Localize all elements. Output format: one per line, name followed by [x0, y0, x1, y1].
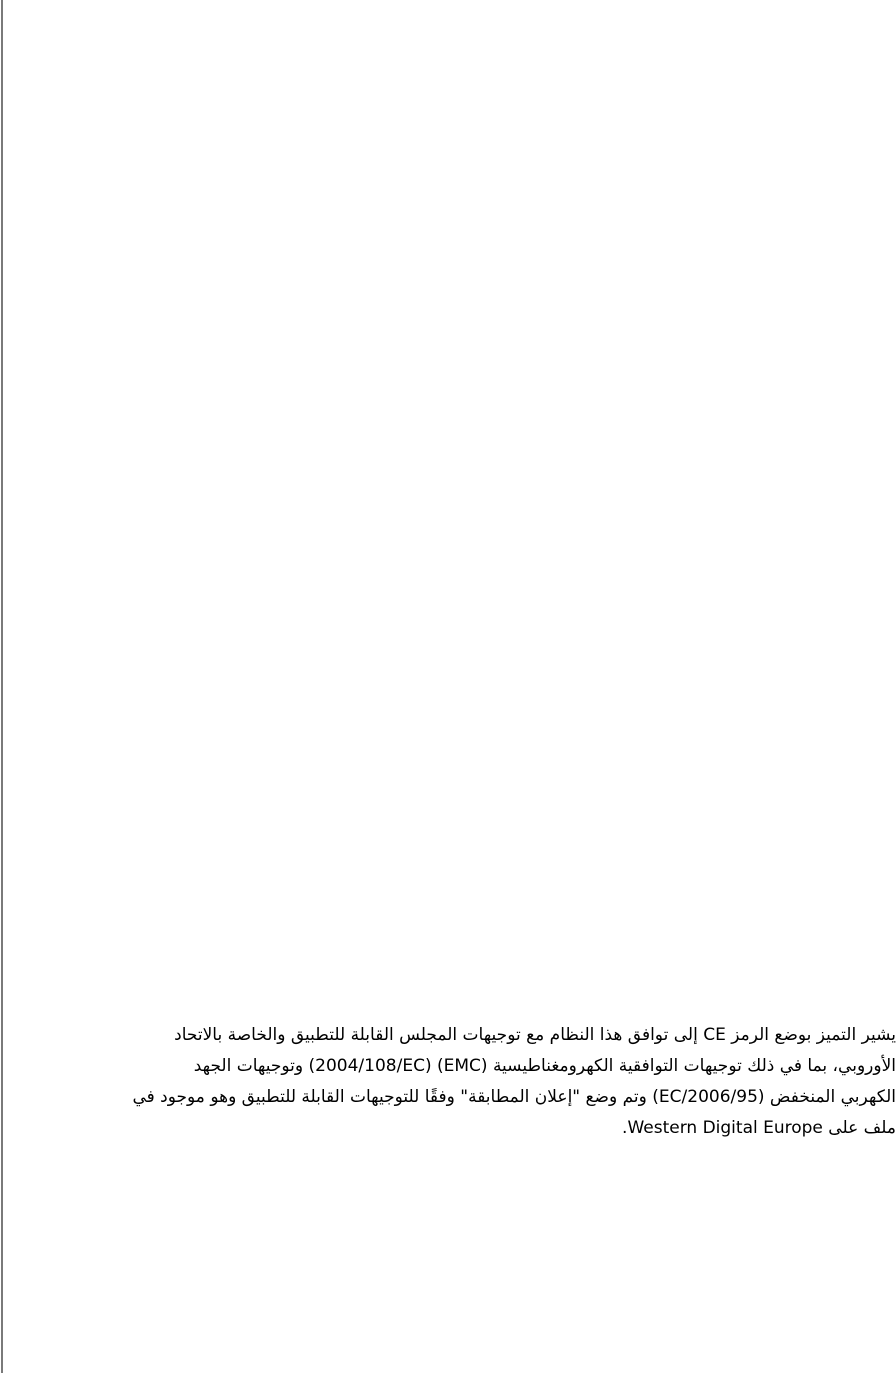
- ce-compliance-notice: [90, 1020, 896, 1144]
- notice-line-1: يشير التميز بوضع الرمز CE إلى توافق هذا النظام مع توجيهات المجلس القابلة للتطبيق والخاصة بالاتحاد: [174, 1025, 896, 1045]
- page-left-border: [1, 0, 3, 1373]
- notice-line-3: الكهربي المنخفض (2006/95/EC) وتم وضع "إعلان المطابقة" وفقًا للتوجيهات القابلة للتطبيق وهو موجود في: [132, 1087, 896, 1107]
- notice-line-4: ملف على Western Digital Europe.: [622, 1118, 896, 1138]
- notice-line-2: الأوروبي، بما في ذلك توجيهات التوافقية الكهرومغناطيسية (EMC) (2004/108/EC) وتوجيهات الجهد: [193, 1056, 896, 1076]
